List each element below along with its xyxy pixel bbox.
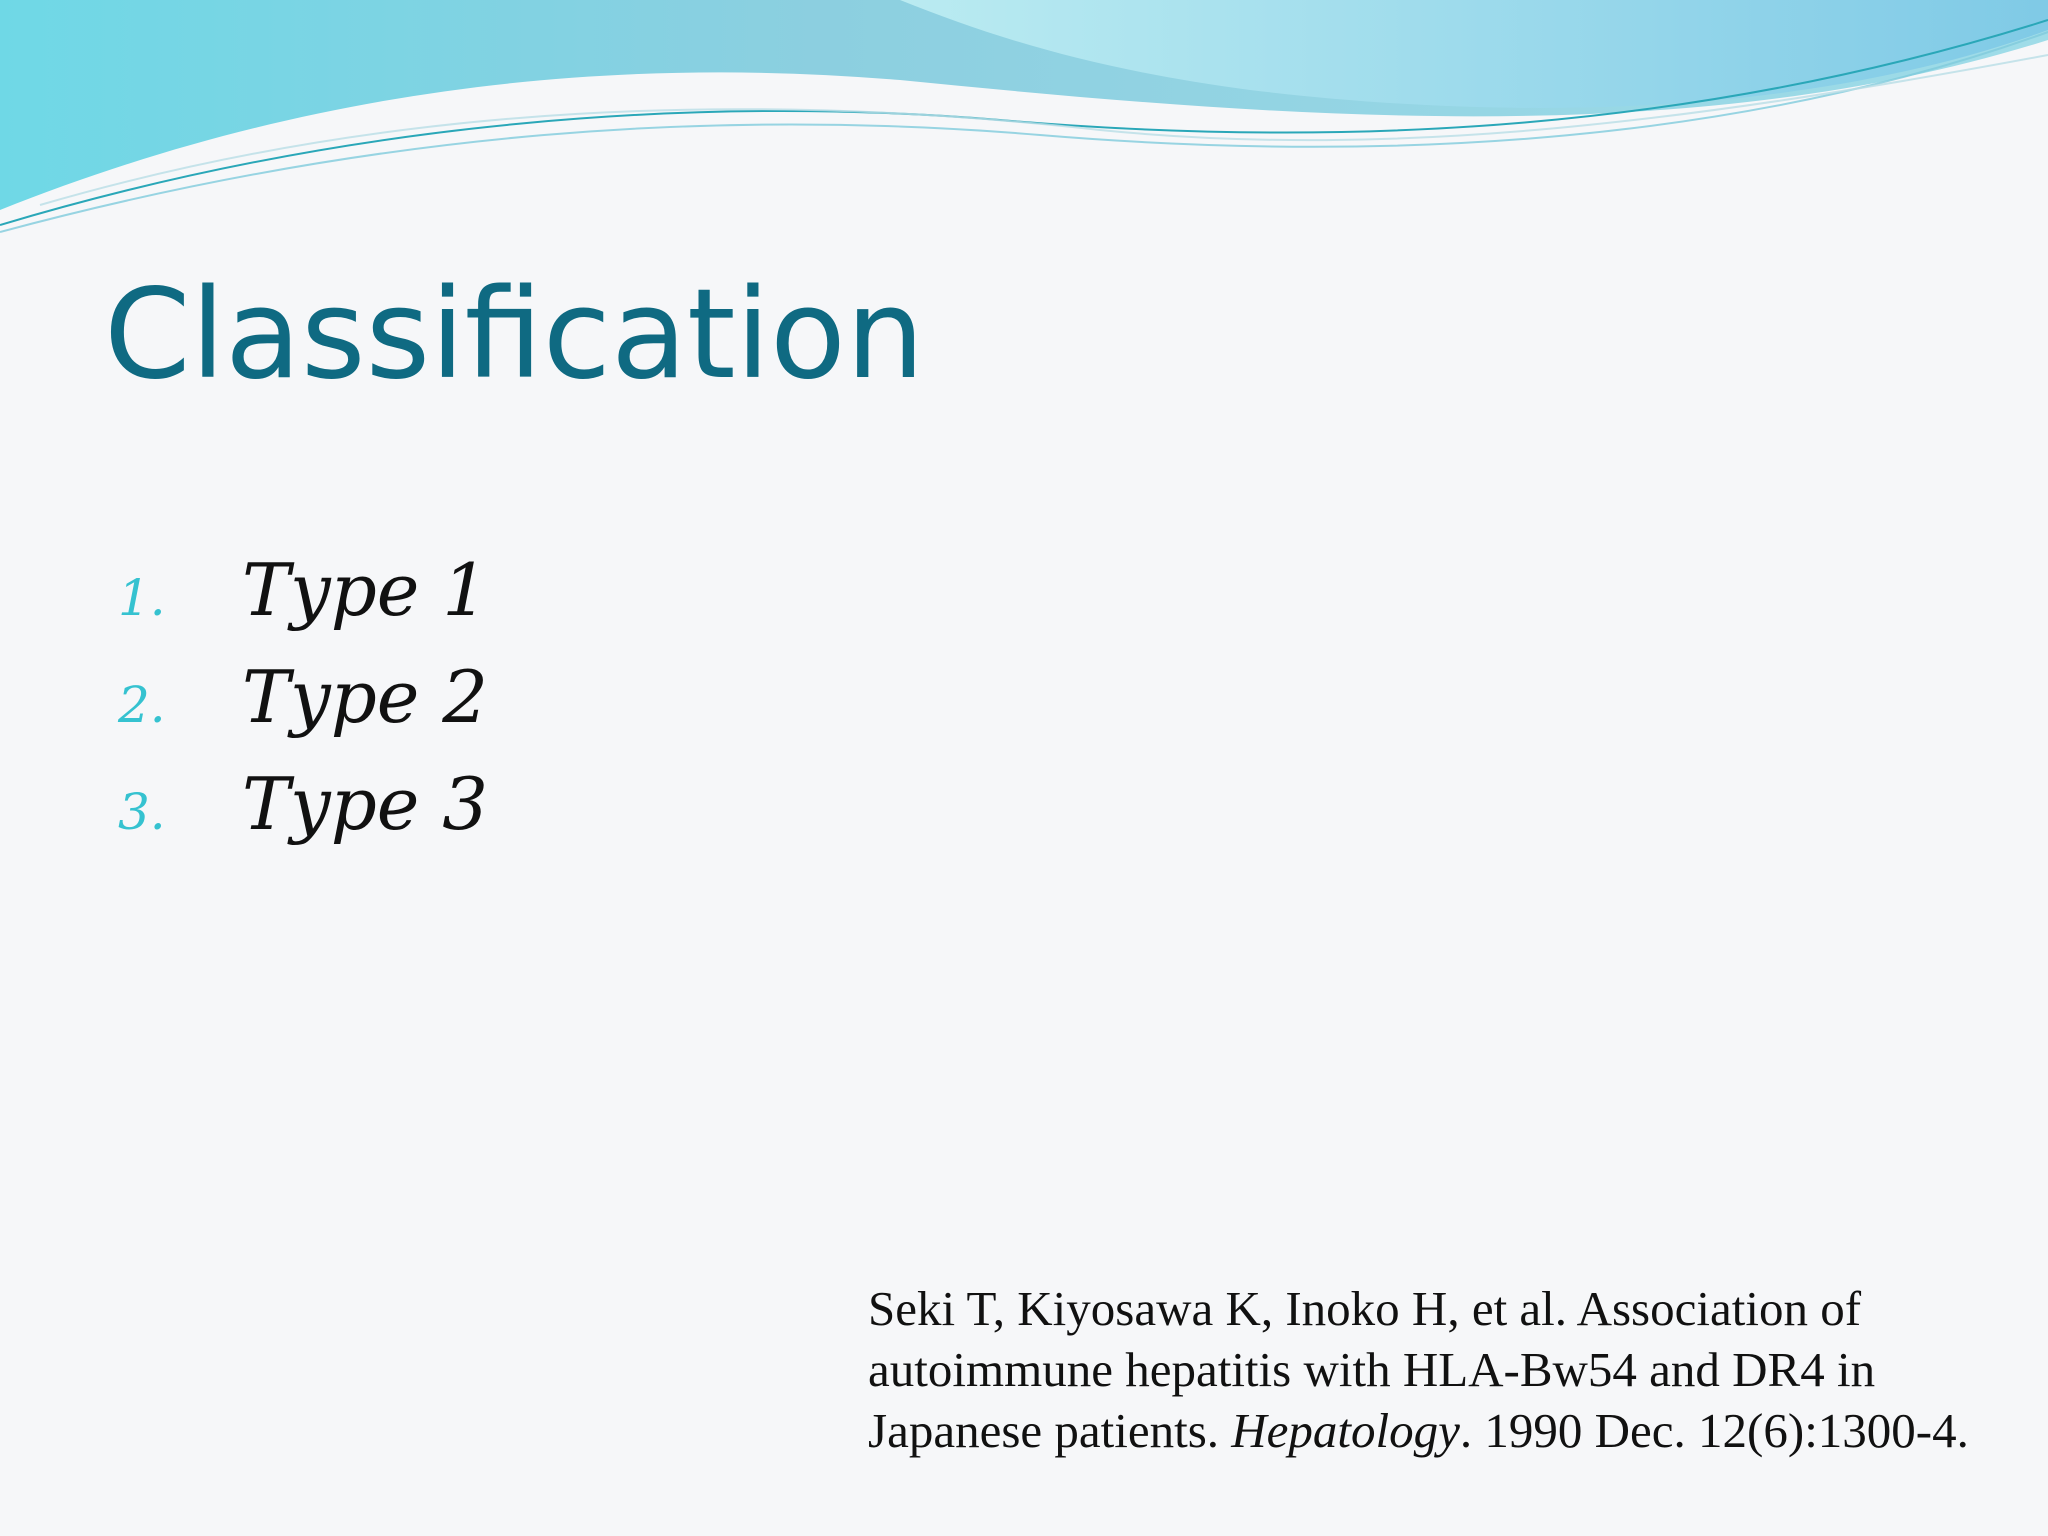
list-item-type-1 <box>118 548 488 655</box>
list-label: Type 1 <box>242 548 489 632</box>
header-wave-decoration <box>0 0 2048 240</box>
list-number: 2. <box>118 676 166 734</box>
list-item-type-3 <box>118 762 488 869</box>
list-label: Type 2 <box>242 655 489 739</box>
list-number: 1. <box>118 569 166 627</box>
list-label: Type 3 <box>242 762 489 846</box>
list-number: 3. <box>118 783 166 841</box>
list-item-type-2 <box>118 655 488 762</box>
citation-journal: Hepatology <box>1231 1403 1460 1458</box>
type-list <box>118 548 488 869</box>
citation-details: . 1990 Dec. 12(6):1300-4. <box>1459 1403 1969 1458</box>
citation-reference <box>868 1278 1998 1461</box>
citation-text: Seki T, Kiyosawa K, Inoko H, et al. Association of autoimmune hepatitis with HLA-Bw54 and DR4 in Japanese patients. <box>868 1281 1876 1458</box>
slide-title: Classification <box>104 263 925 407</box>
